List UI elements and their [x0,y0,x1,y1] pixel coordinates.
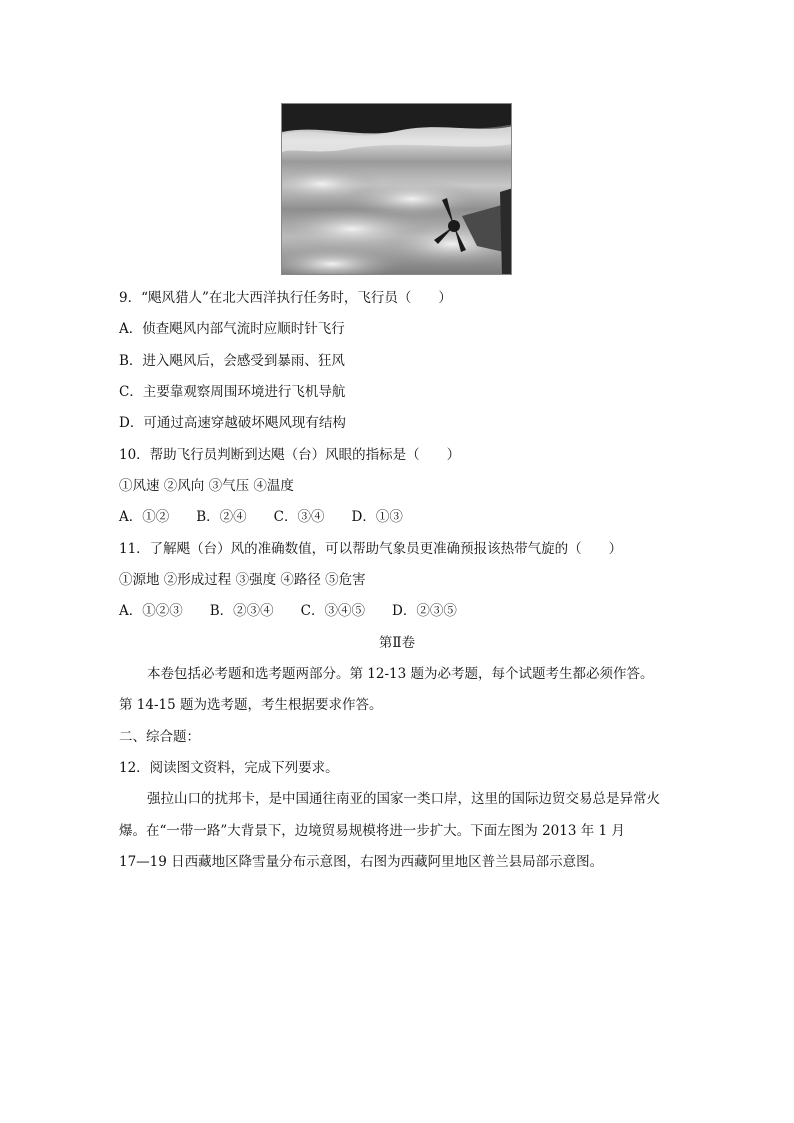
section-intro-line-2: 第 14-15 题为选考题，考生根据要求作答。 [119,697,383,713]
part-heading: 二、综合题： [119,729,200,745]
q11-stem: 11．了解飓（台）风的准确数值，可以帮助气象员更准确预报该热带气旋的（ ） [119,541,623,557]
q9-stem: 9．“飓风猎人”在北大西洋执行任务时，飞行员（ ） [119,290,452,306]
q10-stem: 10．帮助飞行员判断到达飓（台）风眼的指标是（ ） [119,447,461,463]
q10-options: A．①② B．②④ C．③④ D．①③ [119,509,403,525]
hurricane-photo [281,103,512,275]
q9-option-d: D．可通过高速穿越破坏飓风现有结构 [119,415,346,431]
q9-option-c: C．主要靠观察周围环境进行飞机导航 [119,384,346,400]
q12-stem: 12．阅读图文资料，完成下列要求。 [119,760,339,776]
q12-paragraph-line-1: 强拉山口的扰邦卡，是中国通往南亚的国家一类口岸，这里的国际边贸交易总是异常火 [147,791,660,807]
section-title: 第Ⅱ卷 [378,635,416,651]
cloud-airplane-illustration [282,104,512,275]
q9-option-a: A．侦查飓风内部气流时应顺时针飞行 [119,321,345,337]
q10-items: ①风速 ②风向 ③气压 ④温度 [119,478,294,494]
q12-paragraph-line-3: 17—19 日西藏地区降雪量分布示意图，右图为西藏阿里地区普兰县局部示意图。 [119,854,604,870]
q11-options: A．①②③ B．②③④ C．③④⑤ D．②③⑤ [119,603,457,619]
q12-paragraph-line-2: 爆。在“一带一路”大背景下，边境贸易规模将进一步扩大。下面左图为 2013 年 1 月 [119,823,625,839]
q11-items: ①源地 ②形成过程 ③强度 ④路径 ⑤危害 [119,572,366,588]
q9-option-b: B．进入飓风后，会感受到暴雨、狂风 [119,353,345,369]
section-intro-line-1: 本卷包括必考题和选考题两部分。第 12-13 题为必考题，每个试题考生都必须作答。 [147,666,654,682]
